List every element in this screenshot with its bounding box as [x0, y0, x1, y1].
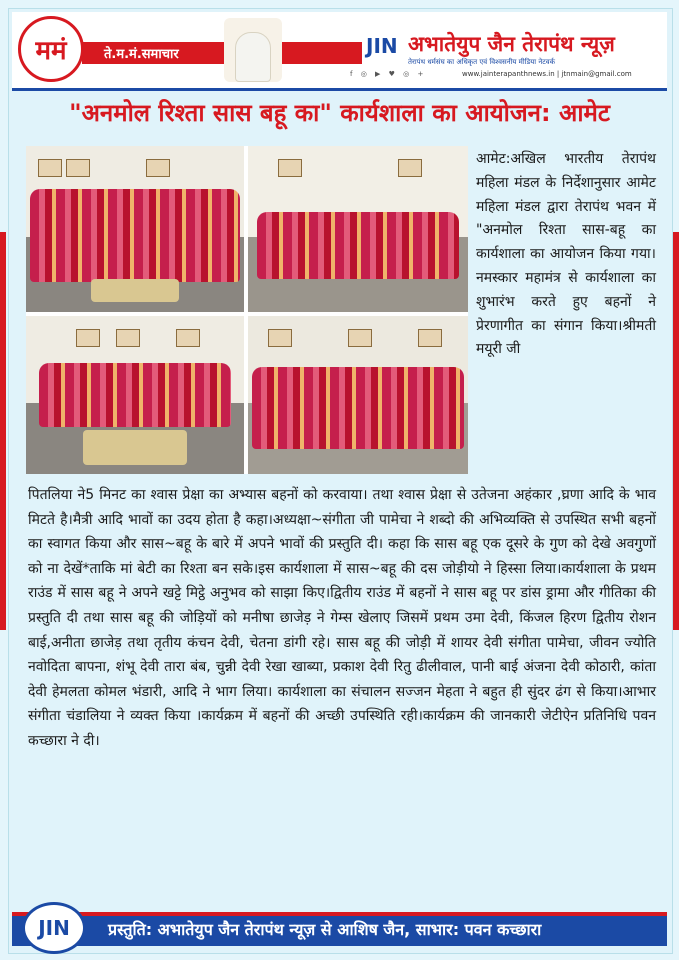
- left-accent-bar: [0, 232, 6, 630]
- page-title: "अनमोल रिश्ता सास बहू का" कार्यशाला का आयोजन: आमेट: [69, 99, 610, 127]
- mahila-mandal-logo: [18, 16, 84, 82]
- footer: [12, 902, 667, 954]
- acharya-portrait: [224, 18, 282, 82]
- brand-block: [350, 30, 662, 82]
- photo-collage: [26, 146, 468, 474]
- jin-logo: JIN: [366, 34, 398, 58]
- mahila-mandal-logo-text: ममं: [35, 36, 67, 66]
- header-divider: [12, 88, 667, 91]
- event-photo-3: [26, 316, 244, 474]
- social-icons[interactable]: f ◎ ▶ ♥ ◎ +: [350, 70, 427, 78]
- article-body: पितलिया ने5 मिनट का श्वास प्रेक्षा का अभ्यास बहनों को करवाया। तथा श्वास प्रेक्षा से उतेजना अहंकार ,घ्रणा आदि के भाव मिटते है।मैत्री आदि भावों का उदय होता है कहा।अध्यक्षा~संगीता जी पामेचा ने शब्दो की अभिव्यक्ति से उपस्थित सभी बहनों का स्वागत किया और सास~बहू के बारे में अपने भावों की प्रस्तुति दी। कहा कि सास बहू एक दूसरे के गुण को देखे अवगुणों को ना देखें*ताकि मां बेटी का रिश्ता बन सके।इस कार्यशाला में सास~बहू की दस जोड़ीयो ने हिस्सा लिया।कार्यशाला के प्रथम राउंड में सास बहू ने अपने खट्टे मिट्ठे अनुभव को साझा किए।द्वितीय राउंड में बहनों ने सास बहू पर डांस ड्रामा और गीतिका की प्रस्तुति दी तथा सास बहू की जोड़ियों को मनीषा छाजेड़ ने गेम्स खेलाए जिसमें प्रथम उमा देवी, किंजल हिरण द्वितीय रोशन बाई,अनीता छाजेड़ तथा तृतीय कंचन देवी, चेतना डांगी रहे। सास बहू की जोड़ी में शायर देवी संगीता पामेचा, जीवन ज्योति नवोदिता बापना, शंभू देवी तारा बंब, चुन्नी देवी रेखा खाब्या, प्रकाश देवी रितु ढीलीवाल, पानी बाई अंजना देवी कोठारी, कांता देवी हेमलता कोमल भंडारी, आदि ने भाग लिया। कार्यशाला का संचालन सज्जन मेहता ने बहुत ही सुंदर ढंग से किया।आभार संगीता चंडालिया ने व्यक्त किया ।कार्यक्रम में बहनों की अच्छी उपस्थिति रही।कार्यक्रम की जानकारी जेटीऐन प्रतिनिधि पवन कच्छारा ने दी।: [28, 487, 656, 749]
- portrait-figure: [235, 32, 271, 82]
- brand-subtitle: तेरापंथ धर्मसंघ का अधिकृत एवं विश्वसनीय मीडिया नेटवर्क: [408, 58, 556, 66]
- event-photo-1: [26, 146, 244, 312]
- footer-jin-logo: JIN: [22, 902, 86, 954]
- footer-credit: प्रस्तुति: अभातेयुप जैन तेरापंथ न्यूज़ से आशिष जैन, साभार: पवन कच्छारा: [108, 920, 542, 939]
- event-photo-2: [248, 146, 468, 312]
- event-photo-4: [248, 316, 468, 474]
- website-contact[interactable]: www.jainterapanthnews.in | jtnmain@gmail.com: [462, 70, 632, 78]
- article-intro: आमेट:अखिल भारतीय तेरापंथ महिला मंडल के निर्देशानुसार आमेट महिला मंडल द्वारा तेरापंथ भवन में "अनमोल रिश्ता सास-बहू का कार्यशाला का आयोजन किया गया।नमस्कार महामंत्र से कार्यशाला का शुभारंभ करते हुए बहनों ने प्रेरणागीत का संगान किया।श्रीमती मयूरी जी: [476, 151, 656, 358]
- header: [12, 12, 667, 88]
- right-accent-bar: [673, 232, 679, 630]
- brand-title: अभातेयुप जैन तेरापंथ न्यूज़: [408, 32, 615, 56]
- section-tag: ते.म.मं.समाचार: [104, 47, 179, 62]
